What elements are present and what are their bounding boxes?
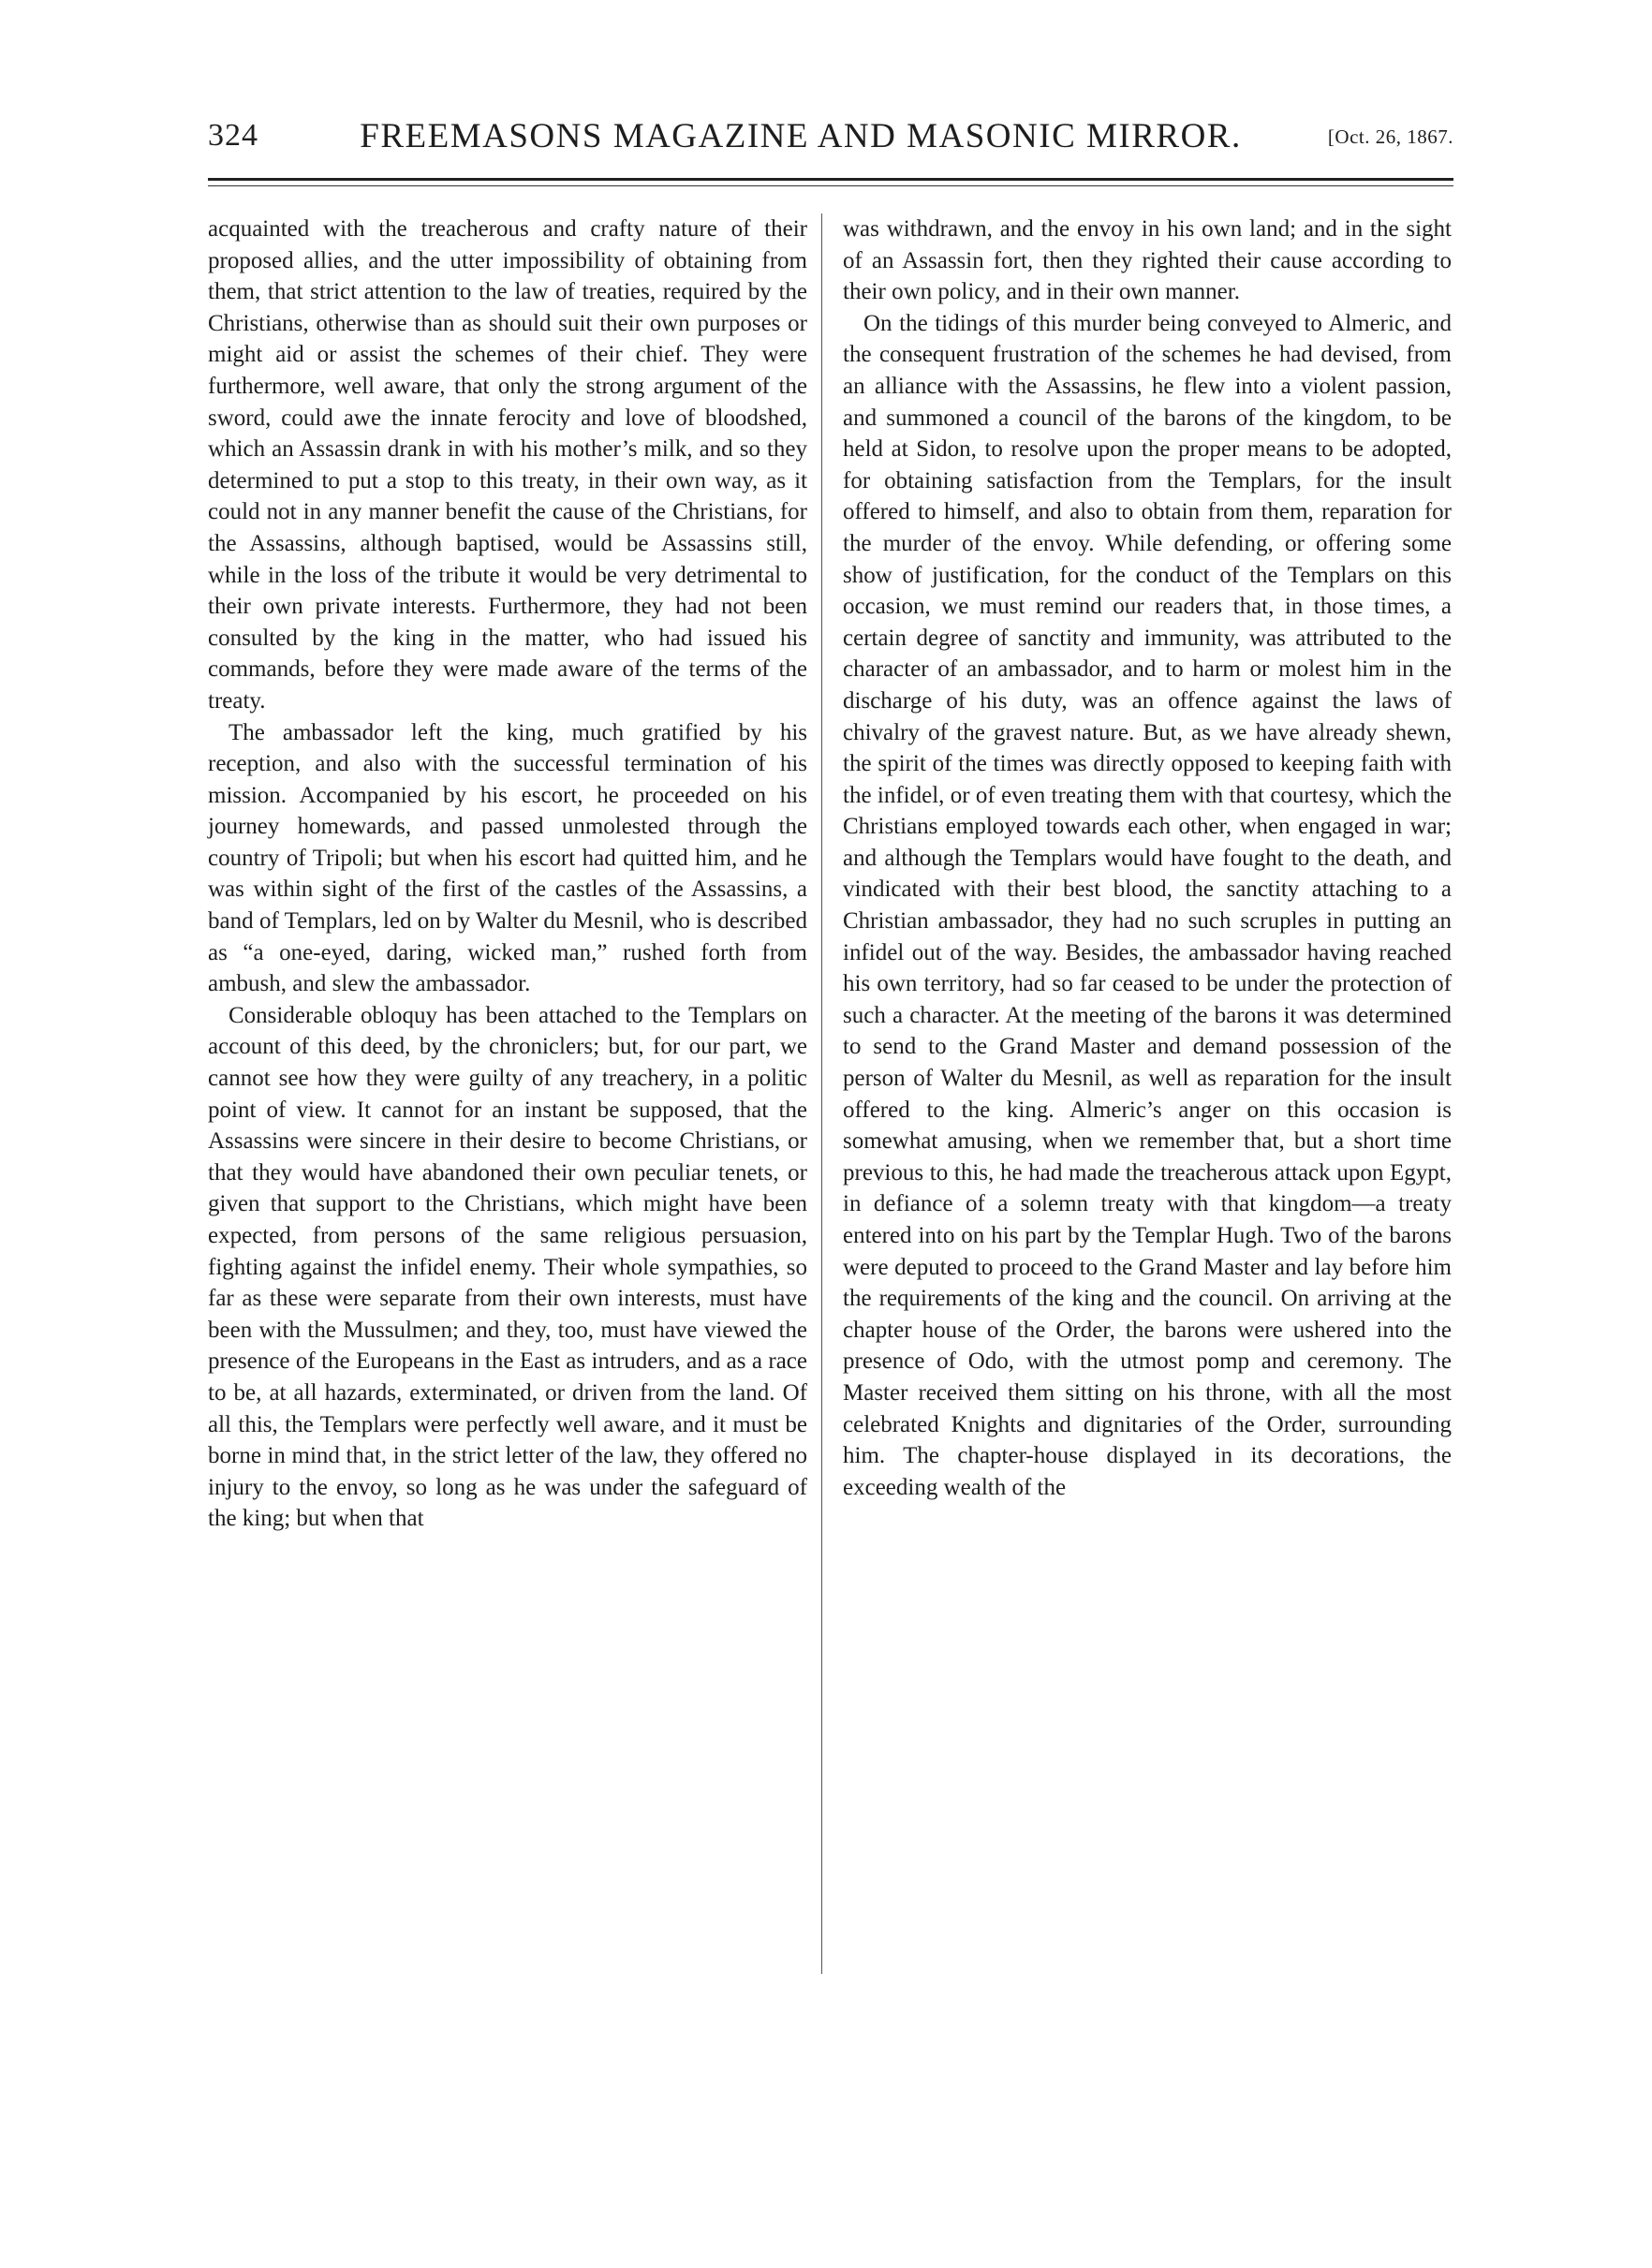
header-rule-thin xyxy=(208,185,1453,186)
column-divider xyxy=(821,214,822,1974)
page-number: 324 xyxy=(208,118,258,153)
left-paragraph-3: Considerable obloquy has been attached to the Templars on account of this deed, by the chroniclers; but, for our part, we cannot see how they were guilty of any treachery, in a politic point of view. It cannot for an instant be supposed, that the Assassins were sincere in their desire to become Christians, or that they would have abandoned their own peculiar tenets, or given that support to the Christians, which might have been expected, from persons of the same religious persuasion, fighting against the infidel enemy. Their whole sympathies, so far as these were separate from their own interests, must have been with the Mussulmen; and they, too, must have viewed the presence of the Europeans in the East as intruders, and as a race to be, at all hazards, exterminated, or driven from the land. Of all this, the Templars were perfectly well aware, and it must be borne in mind that, in the strict letter of the law, they offered no injury to the envoy, so long as he was under the safeguard of the king; but when that xyxy=(208,1002,807,1532)
running-title: FREEMASONS MAGAZINE AND MASONIC MIRROR. xyxy=(360,117,1242,155)
page-header xyxy=(208,112,1453,169)
header-rule-thick xyxy=(208,178,1453,181)
left-column xyxy=(208,214,807,1535)
right-column xyxy=(843,214,1452,1503)
issue-date: [Oct. 26, 1867. xyxy=(1327,125,1453,148)
right-paragraph-1: was withdrawn, and the envoy in his own land; and in the sight of an Assassin fort, then they righted their cause according to their own policy, and in their own manner. xyxy=(843,216,1452,305)
left-paragraph-1: acquainted with the treacherous and crafty nature of their proposed allies, and the utter impossibility of obtaining from them, that strict attention to the law of treaties, required by the Christians, otherwise than as should suit their own purposes or might aid or assist the schemes of their chief. They were furthermore, well aware, that only the strong argument of the sword, could awe the innate ferocity and love of bloodshed, which an Assassin drank in with his mother’s milk, and so they determined to put a stop to this treaty, in their own way, as it could not in any manner benefit the cause of the Christians, for the Assassins, although baptised, would be Assassins still, while in the loss of the tribute it would be very detrimental to their own private interests. Furthermore, they had not been consulted by the king in the matter, who had issued his commands, before they were made aware of the terms of the treaty. xyxy=(208,216,807,714)
right-paragraph-2: On the tidings of this murder being conveyed to Almeric, and the consequent frustration of the schemes he had devised, from an alliance with the Assassins, he flew into a violent passion, and summoned a council of the barons of the kingdom, to be held at Sidon, to resolve upon the proper means to be adopted, for obtaining satisfaction from the Templars, for the insult offered to himself, and also to obtain from them, reparation for the murder of the envoy. While defending, or offering some show of justification, for the conduct of the Templars on this occasion, we must remind our readers that, in those times, a certain degree of sanctity and immunity, was attributed to the character of an ambassador, and to harm or molest him in the discharge of his duty, was an offence against the laws of chivalry of the gravest nature. But, as we have already shewn, the spirit of the times was directly opposed to keeping faith with the infidel, or of even treating them with that courtesy, which the Christians employed towards each other, when engaged in war; and although the Templars would have fought to the death, and vindicated with their best blood, the sanctity attaching to a Christian ambassador, they had no such scruples in putting an infidel out of the way. Besides, the ambassador having reached his own territory, had so far ceased to be under the protection of such a character. At the meeting of the barons it was determined to send to the Grand Master and demand possession of the person of Walter du Mesnil, as well as reparation for the insult offered to the king. Almeric’s anger on this occasion is somewhat amusing, when we remember that, but a short time previous to this, he had made the treacherous attack upon Egypt, in defiance of a solemn treaty with that kingdom—a treaty entered into on his part by the Templar Hugh. Two of the barons were deputed to proceed to the Grand Master and lay before him the requirements of the king and the council. On arriving at the chapter house of the Order, the barons were ushered into the presence of Odo, with the utmost pomp and ceremony. The Master received them sitting on his throne, with all the most celebrated Knights and dignitaries of the Order, surrounding him. The chapter-house displayed in its decorations, the exceeding wealth of the xyxy=(843,310,1452,1500)
left-paragraph-2: The ambassador left the king, much gratified by his reception, and also with the successful termination of his mission. Accompanied by his escort, he proceeded on his journey homewards, and passed unmolested through the country of Tripoli; but when his escort had quitted him, and he was within sight of the first of the castles of the Assassins, a band of Templars, led on by Walter du Mesnil, who is described as “a one-eyed, daring, wicked man,” rushed forth from ambush, and slew the ambassador. xyxy=(208,719,807,997)
